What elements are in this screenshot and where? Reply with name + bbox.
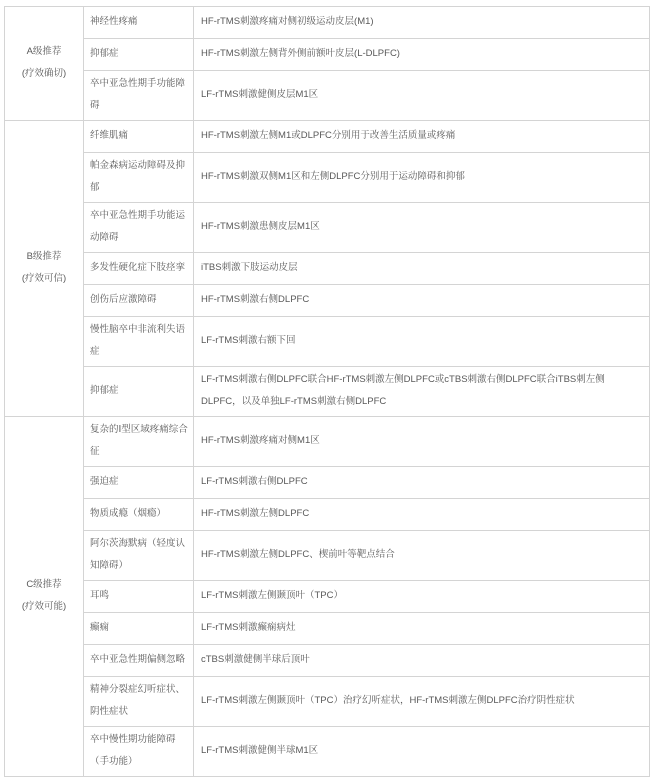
condition-cell: 复杂的Ⅰ型区域疼痛综合征 [84,417,194,467]
level-note: (疗效可能) [21,601,67,612]
treatment-cell: HF-rTMS刺激疼痛对侧初级运动皮层(M1) [194,7,650,39]
treatment-cell: LF-rTMS刺激健侧皮层M1区 [194,71,650,121]
table-body [5,7,650,777]
table-row [5,367,650,417]
condition-cell: 精神分裂症幻听症状、阴性症状 [84,677,194,727]
condition-cell: 阿尔茨海默病（轻度认知障碍） [84,531,194,581]
condition-cell: 创伤后应激障碍 [84,285,194,317]
table-row [5,39,650,71]
treatment-cell: iTBS刺激下肢运动皮层 [194,253,650,285]
treatment-cell: HF-rTMS刺激右侧DLPFC [194,285,650,317]
treatment-cell: HF-rTMS刺激左侧M1或DLPFC分别用于改善生活质量或疼痛 [194,121,650,153]
recommendation-level-cell [5,121,84,417]
treatment-cell: LF-rTMS刺激右侧DLPFC联合HF-rTMS刺激左侧DLPFC或cTBS刺激右侧DLPFC联合iTBS刺左侧DLPFC，以及单独LF-rTMS刺激右侧DLPFC [194,367,650,417]
table-row [5,531,650,581]
table-row [5,121,650,153]
treatment-cell: HF-rTMS刺激左侧背外侧前额叶皮层(L-DLPFC) [194,39,650,71]
treatment-cell: HF-rTMS刺激疼痛对侧M1区 [194,417,650,467]
table-row [5,467,650,499]
level-note: (疗效可信) [21,273,67,284]
table-row [5,253,650,285]
condition-cell: 卒中亚急性期手功能障碍 [84,71,194,121]
table-row [5,677,650,727]
condition-cell: 物质成瘾（烟瘾） [84,499,194,531]
treatment-cell: LF-rTMS刺激左侧颞顶叶（TPC） [194,581,650,613]
condition-cell: 抑郁症 [84,367,194,417]
table-row [5,203,650,253]
condition-cell: 强迫症 [84,467,194,499]
treatment-cell: HF-rTMS刺激左侧DLPFC [194,499,650,531]
condition-cell: 卒中亚急性期手功能运动障碍 [84,203,194,253]
treatment-cell: LF-rTMS刺激左侧颞顶叶（TPC）治疗幻听症状，HF-rTMS刺激左侧DLPFC治疗阴性症状 [194,677,650,727]
treatment-cell: LF-rTMS刺激癫痫病灶 [194,613,650,645]
condition-cell: 神经性疼痛 [84,7,194,39]
condition-cell: 耳鸣 [84,581,194,613]
table-row [5,317,650,367]
treatment-cell: LF-rTMS刺激右额下回 [194,317,650,367]
condition-cell: 纤维肌痛 [84,121,194,153]
table-row [5,7,650,39]
treatment-cell: LF-rTMS刺激健侧半球M1区 [194,727,650,777]
treatment-cell: HF-rTMS刺激双侧M1区和左侧DLPFC分别用于运动障碍和抑郁 [194,153,650,203]
condition-cell: 卒中亚急性期偏侧忽略 [84,645,194,677]
recommendation-level-cell [5,7,84,121]
condition-cell: 多发性硬化症下肢痉挛 [84,253,194,285]
condition-cell: 卒中慢性期功能障碍（手功能） [84,727,194,777]
level-label: B级推荐 [26,251,62,262]
table-row [5,499,650,531]
table-row [5,727,650,777]
condition-cell: 慢性脑卒中非流利失语症 [84,317,194,367]
level-label: C级推荐 [26,579,62,590]
table-row [5,71,650,121]
recommendation-level-cell [5,417,84,777]
condition-cell: 癫痫 [84,613,194,645]
table-row [5,285,650,317]
level-label: A级推荐 [26,46,62,57]
condition-cell: 帕金森病运动障碍及抑郁 [84,153,194,203]
table-row [5,581,650,613]
tms-recommendation-table [4,6,650,777]
treatment-cell: HF-rTMS刺激左侧DLPFC、楔前叶等靶点结合 [194,531,650,581]
treatment-cell: LF-rTMS刺激右侧DLPFC [194,467,650,499]
condition-cell: 抑郁症 [84,39,194,71]
treatment-cell: cTBS刺激健侧半球后顶叶 [194,645,650,677]
table-row [5,645,650,677]
level-note: (疗效确切) [21,68,67,79]
treatment-cell: HF-rTMS刺激患侧皮层M1区 [194,203,650,253]
table-row [5,417,650,467]
table-row [5,613,650,645]
table-row [5,153,650,203]
